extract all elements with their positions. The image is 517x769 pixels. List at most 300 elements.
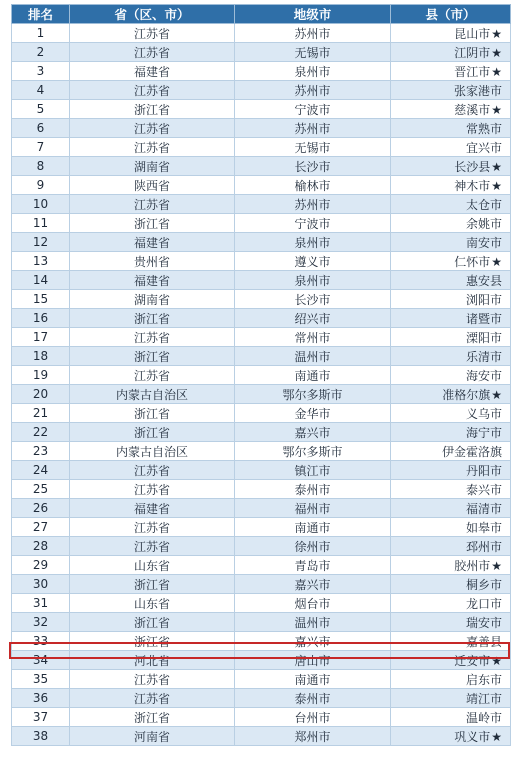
province-cell xyxy=(70,385,235,404)
ranking-table xyxy=(11,4,511,746)
city-cell xyxy=(235,632,391,651)
county-text: 溧阳市 xyxy=(465,330,502,345)
province-cell xyxy=(70,24,235,43)
city-text: 宁波市 xyxy=(294,216,331,231)
province-cell xyxy=(70,157,235,176)
city-cell xyxy=(235,43,391,62)
county-text: 嘉善县 xyxy=(465,634,502,649)
city-cell xyxy=(235,556,391,575)
county-cell xyxy=(391,518,511,537)
table-row xyxy=(12,43,511,62)
city-cell xyxy=(235,499,391,518)
rank-text: 4 xyxy=(36,83,45,97)
county-cell xyxy=(391,442,511,461)
county-cell xyxy=(391,347,511,366)
province-text: 江苏省 xyxy=(133,140,170,155)
rank-text: 20 xyxy=(32,387,49,401)
county-cell xyxy=(391,575,511,594)
city-cell xyxy=(235,461,391,480)
table-row xyxy=(12,309,511,328)
table-row xyxy=(12,119,511,138)
star-icon: ★ xyxy=(491,178,502,193)
rank-cell xyxy=(12,480,70,499)
province-cell xyxy=(70,252,235,271)
province-text: 浙江省 xyxy=(133,615,170,630)
city-text: 泉州市 xyxy=(294,273,331,288)
table-row xyxy=(12,613,511,632)
county-text: 海安市 xyxy=(465,368,502,383)
header-rank: 排名 xyxy=(12,5,70,24)
province-cell xyxy=(70,309,235,328)
city-text: 郑州市 xyxy=(294,729,331,744)
city-text: 苏州市 xyxy=(294,121,331,136)
county-cell xyxy=(391,62,511,81)
city-text: 常州市 xyxy=(294,330,331,345)
table-row xyxy=(12,233,511,252)
rank-cell xyxy=(12,119,70,138)
star-icon: ★ xyxy=(491,45,502,60)
table-row xyxy=(12,689,511,708)
city-text: 嘉兴市 xyxy=(294,577,331,592)
rank-text: 6 xyxy=(36,121,45,135)
table-row xyxy=(12,252,511,271)
header-county: 县（市） xyxy=(391,5,511,24)
city-text: 长沙市 xyxy=(294,159,331,174)
county-cell xyxy=(391,594,511,613)
star-icon: ★ xyxy=(491,387,502,402)
rank-cell xyxy=(12,62,70,81)
header-city: 地级市 xyxy=(235,5,391,24)
county-text: 如皋市 xyxy=(465,520,502,535)
table-row xyxy=(12,461,511,480)
province-cell xyxy=(70,290,235,309)
province-text: 湖南省 xyxy=(133,159,170,174)
rank-cell xyxy=(12,366,70,385)
county-cell xyxy=(391,499,511,518)
city-text: 无锡市 xyxy=(294,45,331,60)
county-cell xyxy=(391,328,511,347)
county-text: 惠安县 xyxy=(465,273,502,288)
rank-cell xyxy=(12,24,70,43)
county-cell xyxy=(391,689,511,708)
rank-cell xyxy=(12,290,70,309)
city-text: 泰州市 xyxy=(294,691,331,706)
province-cell xyxy=(70,347,235,366)
province-text: 江苏省 xyxy=(133,83,170,98)
province-text: 福建省 xyxy=(133,501,170,516)
county-cell xyxy=(391,537,511,556)
province-text: 内蒙古自治区 xyxy=(115,444,188,459)
city-text: 泉州市 xyxy=(294,64,331,79)
rank-cell xyxy=(12,594,70,613)
rank-text: 7 xyxy=(36,140,45,154)
county-text: 靖江市 xyxy=(465,691,502,706)
city-text: 苏州市 xyxy=(294,26,331,41)
county-text: 准格尔旗 xyxy=(442,387,491,402)
table-row xyxy=(12,195,511,214)
county-text: 迁安市 xyxy=(454,653,491,668)
county-cell xyxy=(391,632,511,651)
county-text: 仁怀市 xyxy=(454,254,491,269)
rank-cell xyxy=(12,157,70,176)
rank-cell xyxy=(12,442,70,461)
rank-cell xyxy=(12,271,70,290)
county-text: 桐乡市 xyxy=(465,577,502,592)
province-text: 江苏省 xyxy=(133,45,170,60)
rank-cell xyxy=(12,385,70,404)
province-cell xyxy=(70,366,235,385)
province-text: 贵州省 xyxy=(133,254,170,269)
table-row xyxy=(12,670,511,689)
city-cell xyxy=(235,309,391,328)
rank-text: 37 xyxy=(32,710,49,724)
city-cell xyxy=(235,195,391,214)
table-row xyxy=(12,214,511,233)
star-icon: ★ xyxy=(491,653,502,668)
county-cell xyxy=(391,195,511,214)
city-text: 长沙市 xyxy=(294,292,331,307)
county-text: 瑞安市 xyxy=(465,615,502,630)
county-text: 海宁市 xyxy=(465,425,502,440)
table-row xyxy=(12,708,511,727)
province-cell xyxy=(70,176,235,195)
rank-cell xyxy=(12,727,70,746)
rank-cell xyxy=(12,708,70,727)
rank-text: 25 xyxy=(32,482,49,496)
table-row xyxy=(12,271,511,290)
city-text: 南通市 xyxy=(294,672,331,687)
county-text: 南安市 xyxy=(465,235,502,250)
city-text: 台州市 xyxy=(294,710,331,725)
city-cell xyxy=(235,252,391,271)
city-cell xyxy=(235,119,391,138)
province-text: 江苏省 xyxy=(133,520,170,535)
county-cell xyxy=(391,24,511,43)
rank-cell xyxy=(12,81,70,100)
table-row xyxy=(12,176,511,195)
province-text: 福建省 xyxy=(133,64,170,79)
city-cell xyxy=(235,233,391,252)
rank-text: 19 xyxy=(32,368,49,382)
city-text: 泰州市 xyxy=(294,482,331,497)
rank-text: 31 xyxy=(32,596,49,610)
rank-text: 28 xyxy=(32,539,49,553)
table-row xyxy=(12,385,511,404)
rank-cell xyxy=(12,537,70,556)
county-cell xyxy=(391,119,511,138)
city-cell xyxy=(235,100,391,119)
city-text: 烟台市 xyxy=(294,596,331,611)
county-text: 昆山市 xyxy=(454,26,491,41)
rank-cell xyxy=(12,651,70,670)
rank-text: 8 xyxy=(36,159,45,173)
province-cell xyxy=(70,727,235,746)
star-icon: ★ xyxy=(491,26,502,41)
table-row xyxy=(12,404,511,423)
county-cell xyxy=(391,233,511,252)
rank-cell xyxy=(12,613,70,632)
county-cell xyxy=(391,43,511,62)
rank-text: 1 xyxy=(36,26,45,40)
county-text: 义乌市 xyxy=(465,406,502,421)
rank-cell xyxy=(12,195,70,214)
province-text: 湖南省 xyxy=(133,292,170,307)
county-cell xyxy=(391,366,511,385)
province-cell xyxy=(70,689,235,708)
county-cell xyxy=(391,157,511,176)
county-text: 龙口市 xyxy=(465,596,502,611)
rank-text: 17 xyxy=(32,330,49,344)
rank-cell xyxy=(12,556,70,575)
rank-text: 22 xyxy=(32,425,49,439)
province-text: 福建省 xyxy=(133,235,170,250)
city-text: 苏州市 xyxy=(294,197,331,212)
county-cell xyxy=(391,214,511,233)
rank-text: 32 xyxy=(32,615,49,629)
province-cell xyxy=(70,708,235,727)
table-row xyxy=(12,537,511,556)
province-cell xyxy=(70,328,235,347)
city-cell xyxy=(235,366,391,385)
province-cell xyxy=(70,271,235,290)
table-row xyxy=(12,290,511,309)
province-cell xyxy=(70,119,235,138)
table-row xyxy=(12,366,511,385)
rank-text: 33 xyxy=(32,634,49,648)
county-text: 胶州市 xyxy=(454,558,491,573)
province-cell xyxy=(70,195,235,214)
city-cell xyxy=(235,214,391,233)
table-row xyxy=(12,138,511,157)
rank-cell xyxy=(12,461,70,480)
province-text: 浙江省 xyxy=(133,634,170,649)
star-icon: ★ xyxy=(491,64,502,79)
rank-text: 35 xyxy=(32,672,49,686)
province-cell xyxy=(70,594,235,613)
table-row xyxy=(12,81,511,100)
table-row xyxy=(12,347,511,366)
province-text: 浙江省 xyxy=(133,577,170,592)
star-icon: ★ xyxy=(491,558,502,573)
header-province: 省（区、市） xyxy=(70,5,235,24)
province-text: 浙江省 xyxy=(133,710,170,725)
city-text: 青岛市 xyxy=(294,558,331,573)
county-cell xyxy=(391,176,511,195)
county-text: 余姚市 xyxy=(465,216,502,231)
rank-text: 13 xyxy=(32,254,49,268)
province-cell xyxy=(70,461,235,480)
city-text: 金华市 xyxy=(294,406,331,421)
county-cell xyxy=(391,385,511,404)
province-text: 江苏省 xyxy=(133,26,170,41)
city-cell xyxy=(235,575,391,594)
city-cell xyxy=(235,442,391,461)
county-cell xyxy=(391,651,511,670)
county-cell xyxy=(391,461,511,480)
county-text: 太仓市 xyxy=(465,197,502,212)
province-cell xyxy=(70,423,235,442)
province-text: 江苏省 xyxy=(133,539,170,554)
table-body xyxy=(12,24,511,746)
county-text: 张家港市 xyxy=(453,83,502,98)
county-cell xyxy=(391,404,511,423)
city-text: 无锡市 xyxy=(294,140,331,155)
province-cell xyxy=(70,613,235,632)
city-cell xyxy=(235,138,391,157)
province-text: 江苏省 xyxy=(133,672,170,687)
city-text: 福州市 xyxy=(294,501,331,516)
province-text: 河南省 xyxy=(133,729,170,744)
county-text: 温岭市 xyxy=(465,710,502,725)
rank-cell xyxy=(12,309,70,328)
city-cell xyxy=(235,537,391,556)
county-text: 江阴市 xyxy=(454,45,491,60)
county-text: 慈溪市 xyxy=(454,102,491,117)
rank-text: 30 xyxy=(32,577,49,591)
city-cell xyxy=(235,24,391,43)
rank-cell xyxy=(12,404,70,423)
rank-cell xyxy=(12,328,70,347)
city-cell xyxy=(235,670,391,689)
rank-text: 5 xyxy=(36,102,45,116)
rank-cell xyxy=(12,518,70,537)
rank-text: 23 xyxy=(32,444,49,458)
province-text: 浙江省 xyxy=(133,216,170,231)
province-text: 山东省 xyxy=(133,596,170,611)
city-text: 南通市 xyxy=(294,368,331,383)
table-row xyxy=(12,575,511,594)
city-cell xyxy=(235,157,391,176)
rank-text: 14 xyxy=(32,273,49,287)
county-text: 丹阳市 xyxy=(465,463,502,478)
province-cell xyxy=(70,499,235,518)
rank-cell xyxy=(12,689,70,708)
province-cell xyxy=(70,404,235,423)
county-text: 泰兴市 xyxy=(465,482,502,497)
star-icon: ★ xyxy=(491,102,502,117)
city-cell xyxy=(235,651,391,670)
rank-cell xyxy=(12,176,70,195)
province-text: 陕西省 xyxy=(133,178,170,193)
county-text: 伊金霍洛旗 xyxy=(441,444,502,459)
table-row xyxy=(12,499,511,518)
province-text: 浙江省 xyxy=(133,406,170,421)
table-row xyxy=(12,100,511,119)
province-text: 江苏省 xyxy=(133,368,170,383)
rank-text: 10 xyxy=(32,197,49,211)
county-text: 晋江市 xyxy=(454,64,491,79)
province-cell xyxy=(70,442,235,461)
city-text: 徐州市 xyxy=(294,539,331,554)
star-icon: ★ xyxy=(491,159,502,174)
table-row xyxy=(12,651,511,670)
county-cell xyxy=(391,423,511,442)
city-text: 榆林市 xyxy=(294,178,331,193)
rank-cell xyxy=(12,670,70,689)
city-cell xyxy=(235,347,391,366)
province-cell xyxy=(70,518,235,537)
city-text: 泉州市 xyxy=(294,235,331,250)
rank-cell xyxy=(12,214,70,233)
county-cell xyxy=(391,138,511,157)
rank-text: 29 xyxy=(32,558,49,572)
rank-text: 24 xyxy=(32,463,49,477)
province-cell xyxy=(70,214,235,233)
province-cell xyxy=(70,233,235,252)
province-text: 江苏省 xyxy=(133,197,170,212)
city-text: 鄂尔多斯市 xyxy=(282,387,343,402)
province-cell xyxy=(70,537,235,556)
rank-cell xyxy=(12,423,70,442)
table-row xyxy=(12,518,511,537)
city-cell xyxy=(235,613,391,632)
rank-text: 2 xyxy=(36,45,45,59)
county-text: 福清市 xyxy=(465,501,502,516)
city-cell xyxy=(235,290,391,309)
province-text: 江苏省 xyxy=(133,463,170,478)
county-cell xyxy=(391,290,511,309)
county-text: 诸暨市 xyxy=(465,311,502,326)
rank-text: 34 xyxy=(32,653,49,667)
province-cell xyxy=(70,651,235,670)
county-cell xyxy=(391,252,511,271)
city-cell xyxy=(235,176,391,195)
city-cell xyxy=(235,727,391,746)
province-text: 山东省 xyxy=(133,558,170,573)
province-cell xyxy=(70,43,235,62)
province-text: 江苏省 xyxy=(133,330,170,345)
city-cell xyxy=(235,594,391,613)
city-text: 鄂尔多斯市 xyxy=(282,444,343,459)
city-text: 苏州市 xyxy=(294,83,331,98)
province-cell xyxy=(70,138,235,157)
city-text: 温州市 xyxy=(294,615,331,630)
city-text: 嘉兴市 xyxy=(294,425,331,440)
table-row xyxy=(12,328,511,347)
province-text: 浙江省 xyxy=(133,311,170,326)
city-cell xyxy=(235,689,391,708)
county-text: 启东市 xyxy=(465,672,502,687)
rank-cell xyxy=(12,100,70,119)
province-text: 江苏省 xyxy=(133,691,170,706)
table-row xyxy=(12,442,511,461)
rank-cell xyxy=(12,499,70,518)
county-text: 巩义市 xyxy=(454,729,491,744)
county-cell xyxy=(391,100,511,119)
table-header-row xyxy=(12,5,511,24)
rank-text: 11 xyxy=(32,216,49,230)
table-row xyxy=(12,480,511,499)
province-text: 浙江省 xyxy=(133,425,170,440)
county-text: 常熟市 xyxy=(465,121,502,136)
county-text: 宜兴市 xyxy=(465,140,502,155)
city-text: 温州市 xyxy=(294,349,331,364)
county-cell xyxy=(391,81,511,100)
county-cell xyxy=(391,480,511,499)
county-cell xyxy=(391,727,511,746)
table-row xyxy=(12,594,511,613)
star-icon: ★ xyxy=(491,254,502,269)
ranking-table-container xyxy=(11,4,510,746)
province-cell xyxy=(70,575,235,594)
county-cell xyxy=(391,309,511,328)
rank-text: 38 xyxy=(32,729,49,743)
rank-cell xyxy=(12,575,70,594)
province-text: 内蒙古自治区 xyxy=(115,387,188,402)
city-cell xyxy=(235,480,391,499)
city-cell xyxy=(235,62,391,81)
province-text: 江苏省 xyxy=(133,121,170,136)
